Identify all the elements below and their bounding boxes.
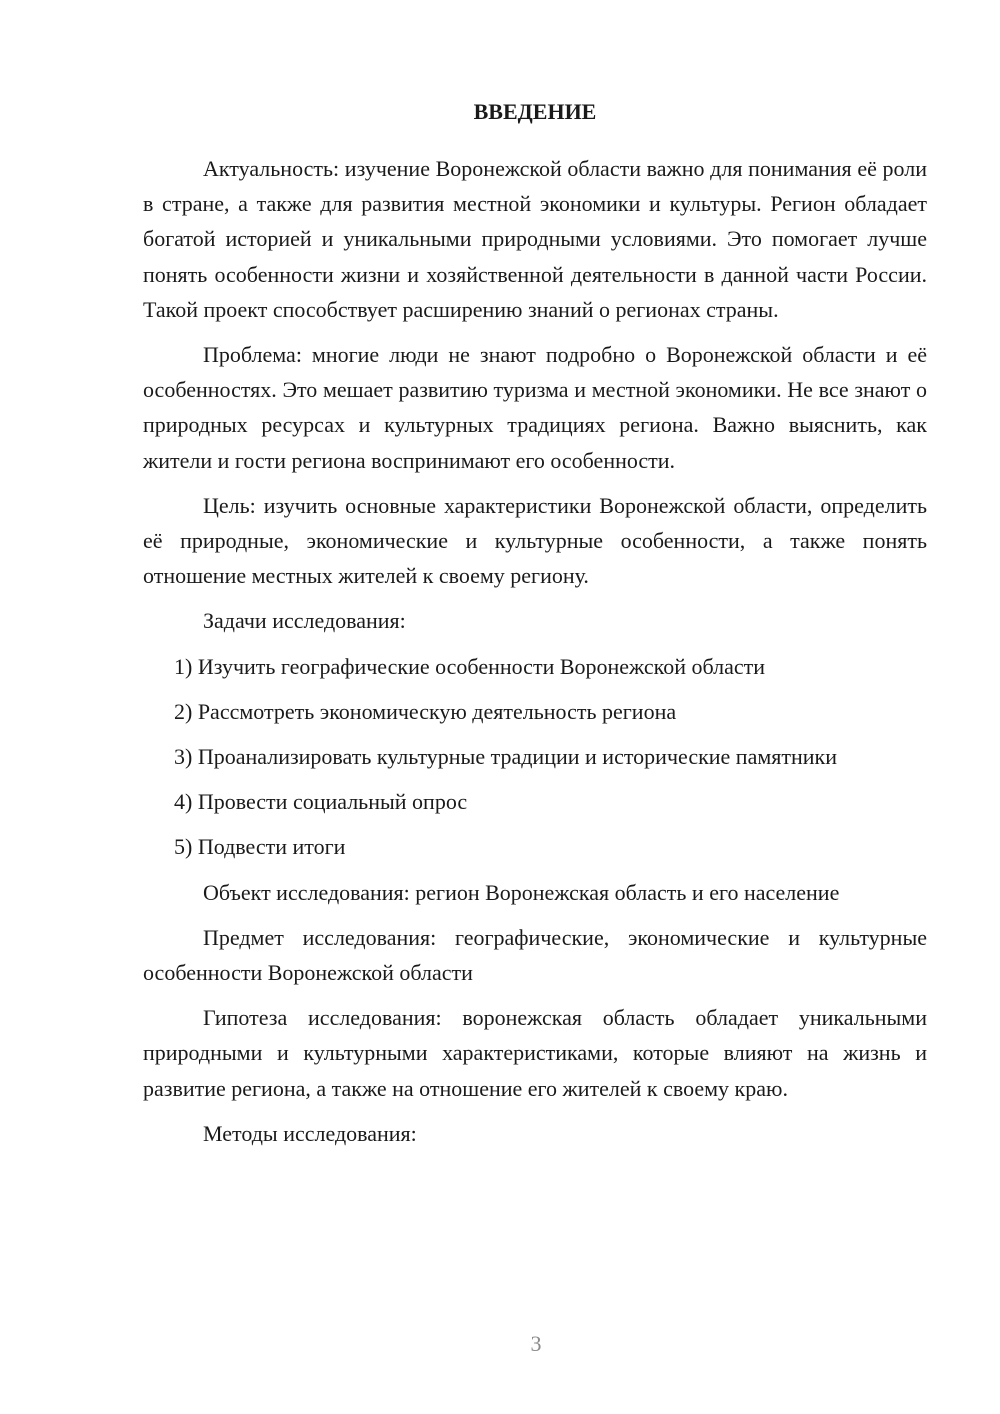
task-item-1: 1) Изучить географические особенности Воронежской области [174, 653, 766, 679]
page-content [143, 94, 927, 1161]
tasks-heading: Задачи исследования: [203, 608, 406, 634]
problem-paragraph: Проблема: многие люди не знают подробно о Воронежской области и её особенностях. Это мешает развитию туризма и местной экономики. Не все знают о природных ресурсах и культурных традициях региона. Важно выяснить, как жители и гости региона воспринимают его особенности. [143, 342, 927, 473]
section-heading: ВВЕДЕНИЕ [473, 99, 597, 124]
task-item-5: 5) Подвести итоги [174, 834, 346, 860]
subject-paragraph: Предмет исследования: географические, экономические и культурные особенности Воронежской области [143, 924, 927, 986]
task-item-3: 3) Проанализировать культурные традиции и исторические памятники [174, 744, 838, 770]
relevance-paragraph: Актуальность: изучение Воронежской области важно для понимания её роли в стране, а также для развития местной экономики и культуры. Регион обладает богатой историей и уникальными природными условиями. Это помогает лучше понять особенности жизни и хозяйственной деятельности в данной части России. Такой проект способствует расширению знаний о регионах страны. [143, 156, 927, 322]
object-paragraph: Объект исследования: регион Воронежская область и его население [203, 879, 840, 905]
task-item-4: 4) Провести социальный опрос [174, 789, 468, 815]
hypothesis-paragraph: Гипотеза исследования: воронежская область обладает уникальными природными и культурными характеристиками, которые влияют на жизнь и развитие региона, а также на отношение его жителей к своему краю. [143, 1005, 927, 1101]
page-number: 3 [530, 1331, 542, 1356]
task-item-2: 2) Рассмотреть экономическую деятельность региона [174, 698, 677, 724]
methods-paragraph: Методы исследования: [203, 1120, 417, 1146]
goal-paragraph: Цель: изучить основные характеристики Воронежской области, определить её природные, экономические и культурные особенности, а также понять отношение местных жителей к своему региону. [143, 492, 927, 589]
